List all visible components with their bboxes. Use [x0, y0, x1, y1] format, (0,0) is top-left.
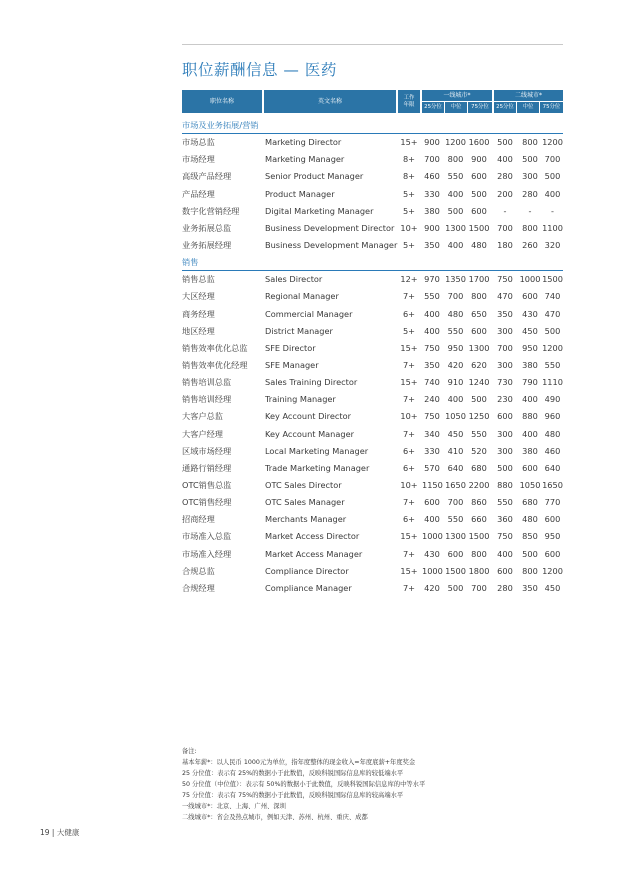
- position-cn: 市场总监: [182, 137, 215, 148]
- position-cn: 市场准入经理: [182, 548, 232, 559]
- position-cn: 市场经理: [182, 154, 215, 165]
- table-row: [182, 408, 563, 425]
- tier1-p50-cell: 1200: [445, 137, 466, 148]
- tier1-p25-cell: 600: [424, 497, 440, 508]
- section-heading: [182, 254, 563, 271]
- section-title: 市场及业务拓展/营销: [182, 120, 259, 130]
- tier2-p50-cell: 600: [522, 291, 538, 302]
- position-cn: 销售培训经理: [182, 394, 232, 405]
- tier1-p50-cell: 400: [447, 188, 464, 199]
- tier1-p75-cell: 1250: [468, 411, 490, 422]
- tier1-p50-cell: 550: [447, 325, 464, 336]
- table-row: [182, 477, 563, 494]
- table-row: [182, 323, 563, 340]
- table-row: [182, 203, 563, 220]
- tier1-p25-cell: 350: [424, 239, 440, 250]
- position-en: Business Development Manager: [265, 239, 398, 250]
- tier2-p25-cell: 350: [497, 308, 513, 319]
- position-en: Regional Manager: [265, 291, 339, 302]
- tier2-p25-cell: 750: [497, 274, 513, 285]
- position-cn: 合规总监: [182, 565, 215, 576]
- years-cell: 5+: [402, 188, 416, 199]
- header-t2-p75: 75分位: [540, 102, 563, 113]
- tier2-p75-cell: 960: [544, 411, 561, 422]
- tier2-p75-cell: 320: [544, 239, 561, 250]
- table-row: [182, 426, 563, 443]
- tier2-p25-cell: 470: [497, 291, 513, 302]
- table-row: [182, 271, 563, 288]
- header-tier1: 一线城市*: [422, 90, 492, 101]
- tier2-p25-cell: 360: [497, 514, 513, 525]
- position-en: Sales Director: [265, 274, 323, 285]
- position-cn: 通路行销经理: [182, 462, 232, 473]
- position-cn: 大客户总监: [182, 411, 223, 422]
- tier2-p75-cell: 600: [544, 514, 561, 525]
- tier2-p25-cell: 400: [497, 154, 513, 165]
- tier2-p50-cell: 480: [522, 514, 538, 525]
- tier1-p25-cell: 750: [424, 411, 440, 422]
- table-row: [182, 340, 563, 357]
- tier2-p75-cell: 500: [544, 325, 561, 336]
- tier1-p50-cell: 400: [447, 239, 464, 250]
- position-cn: 销售效率优化总监: [182, 342, 248, 353]
- note-line: 基本年薪*：以人民币 1000元为单位，指年度整体的现金收入=年度底薪+年度奖金: [182, 759, 416, 766]
- tier1-p25-cell: 400: [424, 308, 440, 319]
- tier1-p75-cell: 500: [471, 394, 487, 405]
- tier1-p25-cell: 1000: [422, 531, 443, 542]
- section-title: 销售: [182, 257, 199, 268]
- tier1-p25-cell: 420: [424, 582, 440, 593]
- tier2-p25-cell: 280: [497, 171, 513, 182]
- tier2-p25-cell: 500: [497, 462, 513, 473]
- tier1-p25-cell: 570: [424, 462, 440, 473]
- years-cell: 15+: [400, 137, 418, 148]
- tier1-p50-cell: 420: [447, 359, 464, 370]
- tier1-p25-cell: 900: [424, 222, 440, 233]
- tier2-p50-cell: 800: [522, 565, 538, 576]
- tier1-p50-cell: 600: [447, 548, 464, 559]
- position-en: Trade Marketing Manager: [265, 462, 370, 473]
- position-cn: OTC销售总监: [182, 479, 232, 490]
- tier1-p25-cell: 750: [424, 342, 440, 353]
- tier1-p25-cell: 1000: [422, 565, 443, 576]
- header-t1-p75: 75分位: [468, 102, 492, 113]
- years-cell: 5+: [402, 239, 416, 250]
- tier1-p75-cell: 500: [471, 188, 487, 199]
- years-cell: 7+: [402, 291, 416, 302]
- table-row: [182, 288, 563, 305]
- years-cell: 15+: [400, 377, 418, 388]
- years-cell: 7+: [402, 359, 416, 370]
- years-cell: 5+: [402, 325, 416, 336]
- years-cell: 6+: [402, 514, 416, 525]
- years-cell: 15+: [400, 531, 418, 542]
- years-cell: 7+: [402, 548, 416, 559]
- tier1-p75-cell: 1500: [468, 531, 490, 542]
- table-row: [182, 391, 563, 408]
- tier1-p75-cell: 900: [471, 154, 487, 165]
- years-cell: 7+: [402, 428, 416, 439]
- table-row: [182, 237, 563, 254]
- tier1-p50-cell: 800: [447, 154, 464, 165]
- table-row: [182, 134, 563, 151]
- tier1-p75-cell: 1240: [468, 377, 490, 388]
- tier1-p25-cell: 460: [424, 171, 440, 182]
- tier1-p25-cell: 900: [424, 137, 440, 148]
- years-cell: 10+: [400, 222, 418, 233]
- tier2-p25-cell: 730: [497, 377, 513, 388]
- page-title: 职位薪酬信息 — 医药: [182, 61, 337, 79]
- tier1-p25-cell: 430: [424, 548, 440, 559]
- tier1-p25-cell: 350: [424, 359, 440, 370]
- tier1-p75-cell: 700: [471, 582, 487, 593]
- tier2-p75-cell: 450: [544, 582, 561, 593]
- position-en: Sales Training Director: [265, 377, 358, 388]
- tier2-p75-cell: 770: [544, 497, 561, 508]
- table-row: [182, 374, 563, 391]
- tier2-p50-cell: 1050: [519, 479, 541, 490]
- position-cn: 业务拓展总监: [182, 222, 232, 233]
- table-row: [182, 443, 563, 460]
- tier2-p50-cell: 400: [522, 428, 538, 439]
- position-en: District Manager: [265, 325, 333, 336]
- tier2-p25-cell: 700: [497, 342, 513, 353]
- position-cn: OTC销售经理: [182, 497, 232, 508]
- tier2-p75-cell: 1200: [542, 565, 563, 576]
- position-en: Senior Product Manager: [265, 171, 364, 182]
- tier1-p50-cell: 1350: [445, 274, 466, 285]
- position-en: Training Manager: [265, 394, 336, 405]
- years-cell: 8+: [402, 171, 416, 182]
- tier1-p50-cell: 1500: [445, 565, 466, 576]
- tier1-p50-cell: 950: [447, 342, 464, 353]
- tier2-p50-cell: 380: [522, 359, 538, 370]
- header-years: 工作 年限: [398, 90, 420, 113]
- tier1-p75-cell: 600: [471, 325, 487, 336]
- tier2-p25-cell: 300: [497, 359, 513, 370]
- tier1-p75-cell: 1600: [468, 137, 490, 148]
- tier1-p75-cell: 600: [471, 205, 487, 216]
- tier1-p75-cell: 650: [471, 308, 487, 319]
- header-t2-p50: 中位: [517, 102, 539, 113]
- tier1-p25-cell: 550: [424, 291, 440, 302]
- years-cell: 6+: [402, 445, 416, 456]
- tier2-p50-cell: 850: [522, 531, 538, 542]
- table-row: [182, 151, 563, 168]
- position-cn: 销售培训总监: [182, 377, 232, 388]
- tier2-p75-cell: 490: [544, 394, 561, 405]
- tier2-p50-cell: -: [528, 205, 532, 216]
- page-footer: 19 | 大健康: [40, 828, 80, 837]
- position-cn: 招商经理: [182, 514, 215, 525]
- table-row: [182, 460, 563, 477]
- tier2-p75-cell: 740: [544, 291, 561, 302]
- note-line: 75 分位值：表示有 75%的数据小于此数值，反映科锐国际信息库的较高端水平: [182, 792, 404, 799]
- position-en: Digital Marketing Manager: [265, 205, 374, 216]
- table-row: [182, 186, 563, 203]
- header-position-en: 英文名称: [264, 90, 396, 113]
- tier1-p25-cell: 330: [424, 188, 440, 199]
- position-cn: 大客户经理: [182, 428, 223, 439]
- years-cell: 7+: [402, 394, 416, 405]
- position-en: Key Account Manager: [265, 428, 354, 439]
- tier2-p75-cell: 600: [544, 548, 561, 559]
- tier2-p50-cell: 600: [522, 462, 538, 473]
- tier2-p50-cell: 280: [522, 188, 538, 199]
- tier2-p75-cell: -: [551, 205, 554, 216]
- tier2-p50-cell: 450: [522, 325, 538, 336]
- years-cell: 12+: [400, 274, 418, 285]
- tier1-p25-cell: 340: [424, 428, 440, 439]
- tier1-p75-cell: 1800: [468, 565, 490, 576]
- position-en: OTC Sales Director: [265, 479, 342, 490]
- tier2-p75-cell: 1500: [542, 274, 563, 285]
- position-cn: 市场准入总监: [182, 531, 232, 542]
- note-line: 一线城市*：北京、上海、广州、深圳: [182, 803, 286, 810]
- years-cell: 7+: [402, 582, 416, 593]
- position-cn: 产品经理: [182, 188, 215, 199]
- note-line: 50 分位值（中位值）：表示有 50%的数据小于此数值，反映科锐国际信息库的中等水平: [182, 781, 426, 788]
- tier2-p50-cell: 430: [522, 308, 538, 319]
- tier2-p25-cell: 280: [497, 582, 513, 593]
- tier2-p50-cell: 380: [522, 445, 538, 456]
- tier2-p75-cell: 1200: [542, 137, 563, 148]
- tier1-p75-cell: 1300: [468, 342, 490, 353]
- notes: [182, 746, 425, 823]
- position-cn: 区域市场经理: [182, 445, 232, 456]
- tier2-p25-cell: 600: [497, 411, 513, 422]
- tier1-p75-cell: 550: [471, 428, 487, 439]
- tier1-p25-cell: 330: [424, 445, 440, 456]
- table-row: [182, 528, 563, 545]
- tier1-p75-cell: 2200: [468, 479, 490, 490]
- tier2-p75-cell: 480: [544, 428, 561, 439]
- tier2-p50-cell: 500: [522, 154, 538, 165]
- tier2-p50-cell: 880: [522, 411, 538, 422]
- tier2-p25-cell: -: [503, 205, 507, 216]
- position-en: Compliance Director: [265, 565, 349, 576]
- tier1-p75-cell: 800: [471, 291, 487, 302]
- tier2-p50-cell: 1000: [519, 274, 541, 285]
- tier2-p75-cell: 1200: [542, 342, 563, 353]
- tier1-p50-cell: 640: [447, 462, 464, 473]
- tier1-p50-cell: 500: [447, 205, 464, 216]
- years-cell: 6+: [402, 462, 416, 473]
- position-en: Key Account Director: [265, 411, 351, 422]
- tier1-p50-cell: 400: [447, 394, 464, 405]
- tier2-p25-cell: 300: [497, 325, 513, 336]
- table-row: [182, 546, 563, 563]
- position-en: Market Access Manager: [265, 548, 363, 559]
- tier2-p25-cell: 300: [497, 445, 513, 456]
- years-cell: 10+: [400, 411, 418, 422]
- tier2-p25-cell: 880: [497, 479, 513, 490]
- tier1-p50-cell: 480: [447, 308, 464, 319]
- tier1-p25-cell: 970: [424, 274, 440, 285]
- years-cell: 15+: [400, 342, 418, 353]
- header-tier2: 二线城市*: [494, 90, 563, 101]
- position-en: Commercial Manager: [265, 308, 353, 319]
- tier2-p50-cell: 350: [522, 582, 538, 593]
- table-row: [182, 168, 563, 185]
- tier1-p75-cell: 800: [471, 548, 487, 559]
- tier1-p75-cell: 1500: [468, 222, 490, 233]
- tier2-p50-cell: 260: [522, 239, 538, 250]
- table-row: [182, 220, 563, 237]
- tier1-p50-cell: 700: [447, 497, 464, 508]
- tier2-p75-cell: 640: [544, 462, 561, 473]
- table-row: [182, 494, 563, 511]
- tier2-p25-cell: 200: [497, 188, 513, 199]
- tier2-p50-cell: 800: [522, 222, 538, 233]
- tier2-p25-cell: 180: [497, 239, 513, 250]
- top-rule: [182, 44, 563, 45]
- tier2-p50-cell: 950: [522, 342, 538, 353]
- tier2-p25-cell: 550: [497, 497, 513, 508]
- tier2-p75-cell: 470: [544, 308, 561, 319]
- position-en: Compliance Manager: [265, 582, 352, 593]
- tier1-p50-cell: 1300: [445, 222, 466, 233]
- header-t1-p50: 中位: [445, 102, 467, 113]
- tier1-p75-cell: 600: [471, 171, 487, 182]
- position-en: Merchants Manager: [265, 514, 347, 525]
- position-en: SFE Director: [265, 342, 316, 353]
- tier2-p50-cell: 800: [522, 137, 538, 148]
- tier1-p75-cell: 480: [471, 239, 487, 250]
- table-row: [182, 563, 563, 580]
- table-row: [182, 357, 563, 374]
- position-cn: 合规经理: [182, 582, 215, 593]
- tier2-p75-cell: 1650: [542, 479, 563, 490]
- tier2-p75-cell: 1110: [542, 377, 563, 388]
- tier2-p50-cell: 300: [522, 171, 538, 182]
- tier1-p25-cell: 380: [424, 205, 440, 216]
- position-cn: 商务经理: [182, 308, 215, 319]
- tier2-p75-cell: 400: [544, 188, 561, 199]
- tier1-p25-cell: 400: [424, 325, 440, 336]
- tier2-p75-cell: 950: [544, 531, 561, 542]
- position-cn: 销售总监: [182, 274, 215, 285]
- tier2-p75-cell: 460: [544, 445, 561, 456]
- position-en: Product Manager: [265, 188, 335, 199]
- tier1-p50-cell: 1650: [445, 479, 466, 490]
- position-en: Market Access Director: [265, 531, 360, 542]
- tier1-p50-cell: 910: [447, 377, 464, 388]
- tier2-p25-cell: 600: [497, 565, 513, 576]
- years-cell: 5+: [402, 205, 416, 216]
- tier2-p25-cell: 750: [497, 531, 513, 542]
- tier2-p75-cell: 500: [544, 171, 561, 182]
- tier1-p75-cell: 660: [471, 514, 487, 525]
- tier2-p75-cell: 550: [544, 359, 561, 370]
- header-t1-p25: 25分位: [422, 102, 444, 113]
- header-t2-p25: 25分位: [494, 102, 516, 113]
- tier2-p50-cell: 400: [522, 394, 538, 405]
- tier2-p25-cell: 500: [497, 137, 513, 148]
- tier1-p50-cell: 700: [447, 291, 464, 302]
- tier2-p25-cell: 300: [497, 428, 513, 439]
- tier1-p25-cell: 700: [424, 154, 440, 165]
- years-cell: 6+: [402, 308, 416, 319]
- tier1-p50-cell: 410: [447, 445, 464, 456]
- tier1-p75-cell: 1700: [468, 274, 490, 285]
- tier2-p75-cell: 700: [544, 154, 561, 165]
- tier2-p50-cell: 790: [522, 377, 538, 388]
- tier1-p25-cell: 400: [424, 514, 440, 525]
- tier1-p75-cell: 860: [471, 497, 487, 508]
- position-en: Local Marketing Manager: [265, 445, 369, 456]
- table-row: [182, 511, 563, 528]
- position-en: Business Development Director: [265, 222, 395, 233]
- tier2-p50-cell: 680: [522, 497, 538, 508]
- note-line: 二线城市*：省会及热点城市，例如天津、苏州、杭州、重庆、成都: [182, 814, 368, 821]
- note-line: 备注:: [182, 748, 197, 755]
- tier2-p50-cell: 500: [522, 548, 538, 559]
- tier2-p25-cell: 700: [497, 222, 513, 233]
- position-cn: 地区经理: [182, 325, 215, 336]
- table-row: [182, 580, 563, 597]
- tier1-p50-cell: 550: [447, 171, 464, 182]
- tier1-p50-cell: 1300: [445, 531, 466, 542]
- tier1-p75-cell: 620: [471, 359, 487, 370]
- tier1-p50-cell: 550: [447, 514, 464, 525]
- tier1-p50-cell: 450: [447, 428, 464, 439]
- header-position-cn: 职位名称: [182, 90, 262, 113]
- salary-table: [182, 117, 563, 597]
- position-en: OTC Sales Manager: [265, 497, 345, 508]
- tier1-p75-cell: 680: [471, 462, 487, 473]
- note-line: 25 分位值：表示有 25%的数据小于此数值，反映科锐国际信息库的较低端水平: [182, 770, 404, 777]
- table-header: [182, 90, 563, 113]
- position-cn: 数字化营销经理: [182, 205, 240, 216]
- position-cn: 大区经理: [182, 291, 215, 302]
- tier2-p25-cell: 400: [497, 548, 513, 559]
- position-cn: 业务拓展经理: [182, 239, 232, 250]
- tier2-p25-cell: 230: [497, 394, 513, 405]
- tier1-p50-cell: 500: [447, 582, 464, 593]
- tier1-p75-cell: 520: [471, 445, 487, 456]
- tier1-p25-cell: 740: [424, 377, 440, 388]
- years-cell: 7+: [402, 497, 416, 508]
- tier1-p50-cell: 1050: [445, 411, 466, 422]
- position-en: Marketing Manager: [265, 154, 345, 165]
- position-en: SFE Manager: [265, 359, 319, 370]
- years-cell: 8+: [402, 154, 416, 165]
- tier1-p25-cell: 1150: [422, 479, 443, 490]
- position-cn: 高级产品经理: [182, 171, 232, 182]
- position-en: Marketing Director: [265, 137, 342, 148]
- tier1-p25-cell: 240: [424, 394, 440, 405]
- tier2-p75-cell: 1100: [542, 222, 563, 233]
- years-cell: 15+: [400, 565, 418, 576]
- table-row: [182, 306, 563, 323]
- section-heading: [182, 117, 563, 134]
- years-cell: 10+: [400, 479, 418, 490]
- position-cn: 销售效率优化经理: [182, 359, 248, 370]
